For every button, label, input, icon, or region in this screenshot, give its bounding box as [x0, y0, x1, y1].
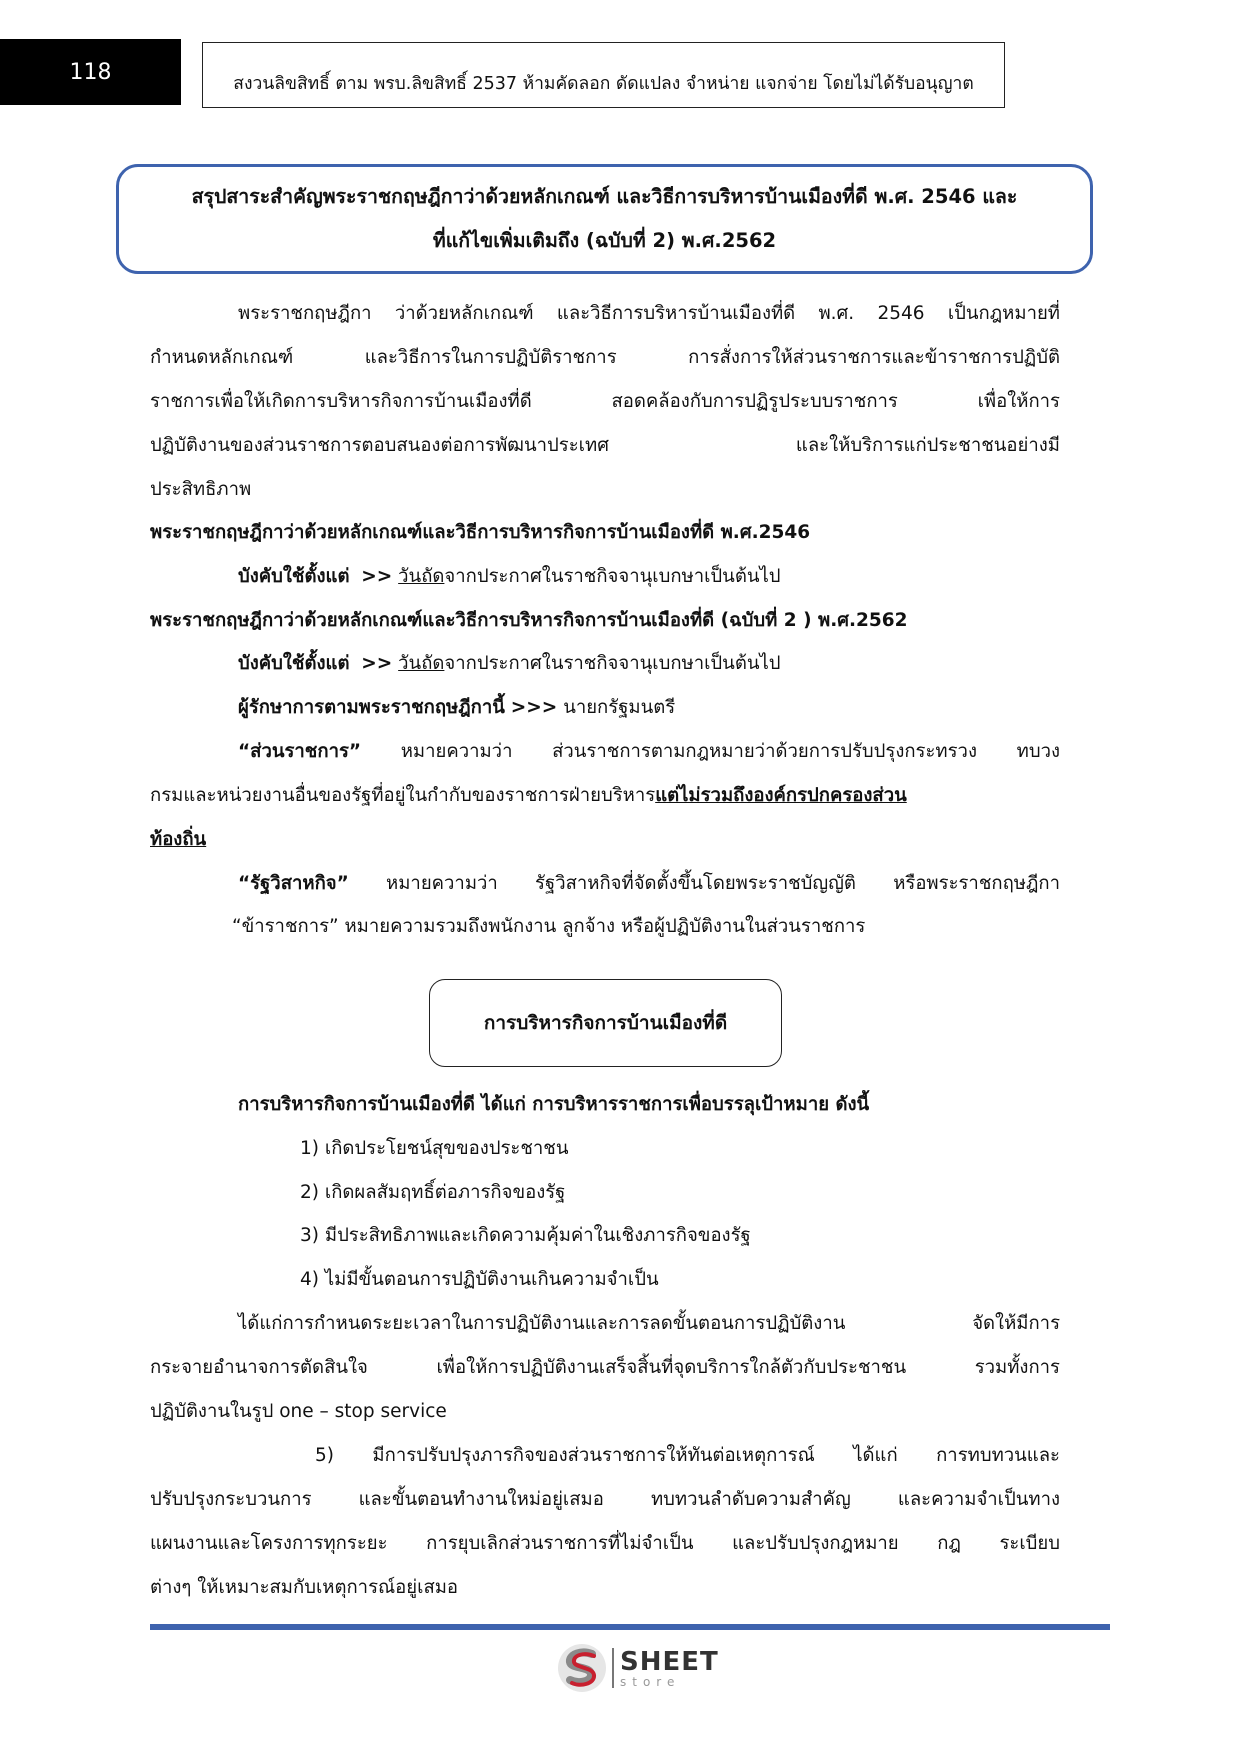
agency-definition-2: กรมและหน่วยงานอื่นของรัฐที่อยู่ในกำกับของราชการฝ่ายบริหาร — [150, 785, 656, 806]
term-soe: “รัฐวิสาหกิจ” — [238, 873, 349, 894]
section-lead: การบริหารกิจการบ้านเมืองที่ดี ได้แก่ การบริหารราชการเพื่อบรรลุเป้าหมาย ดังนี้ — [238, 1094, 870, 1115]
item5-line-2: ปรับปรุงกระบวนการ และขั้นตอนทำงานใหม่อยู่เสมอ ทบทวนลำดับความสำคัญ และความจำเป็นทาง — [150, 1489, 1060, 1510]
soe-definition: หมายความว่า รัฐวิสาหกิจที่จัดตั้งขึ้นโดยพระราชบัญญัติ หรือพระราชกฤษฎีกา — [386, 873, 1060, 894]
intro-line-4: ปฏิบัติงานของส่วนราชการตอบสนองต่อการพัฒนาประเทศ และให้บริการแก่ประชาชนอย่างมี — [150, 435, 1060, 456]
item4-detail-line-2: กระจายอำนาจการตัดสินใจ เพื่อให้การปฏิบัติงานเสร็จสิ้นที่จุดบริการใกล้ตัวกับประชาชน รวมทั้งการ — [150, 1357, 1060, 1378]
intro-line-3: ราชการเพื่อให้เกิดการบริหารกิจการบ้านเมืองที่ดี สอดคล้องกับการปฏิรูประบบราชการ เพื่อให้การ — [150, 391, 1060, 412]
caretaker-arrow: >>> — [510, 697, 558, 718]
term-agency: “ส่วนราชการ” — [238, 741, 362, 762]
copyright-notice — [202, 42, 1005, 108]
effective-rest: จากประกาศในราชกิจจานุเบกษาเป็นต้นไป — [444, 653, 781, 674]
effective-label: บังคับใช้ตั้งแต่ — [238, 653, 350, 674]
decree-2562-heading: พระราชกฤษฎีกาว่าด้วยหลักเกณฑ์และวิธีการบริหารกิจการบ้านเมืองที่ดี (ฉบับที่ 2 ) พ.ศ.2562 — [150, 610, 908, 631]
decree-2546-heading: พระราชกฤษฎีกาว่าด้วยหลักเกณฑ์และวิธีการบริหารกิจการบ้านเมืองที่ดี พ.ศ.2546 — [150, 522, 811, 543]
item4-detail-line-1: ได้แก่การกำหนดระยะเวลาในการปฏิบัติงานและการลดขั้นตอนการปฏิบัติงาน จัดให้มีการ — [238, 1313, 1060, 1334]
footer-rule — [150, 1624, 1110, 1630]
list-item: 4) ไม่มีขั้นตอนการปฏิบัติงานเกินความจำเป็น — [300, 1269, 659, 1290]
caretaker-value: นายกรัฐมนตรี — [563, 697, 676, 718]
intro-line-5: ประสิทธิภาพ — [150, 479, 252, 500]
agency-definition-1: หมายความว่า ส่วนราชการตามกฎหมายว่าด้วยการปรับปรุงกระทรวง ทบวง — [400, 741, 1060, 762]
sheet-store-logo — [556, 1640, 726, 1696]
logo-divider — [612, 1648, 614, 1688]
arrow-marker: >> — [361, 566, 393, 587]
definition-official: “ข้าราชการ” หมายความรวมถึงพนักงาน ลูกจ้าง หรือผู้ปฏิบัติงานในส่วนราชการ — [232, 916, 866, 937]
document-title-box — [116, 164, 1093, 274]
page-number — [0, 39, 181, 105]
effective-label: บังคับใช้ตั้งแต่ — [238, 566, 350, 587]
arrow-marker: >> — [361, 653, 393, 674]
caretaker-label: ผู้รักษาการตามพระราชกฤษฎีกานี้ — [238, 697, 505, 718]
section-title-box — [429, 979, 782, 1067]
logo-text: SHEET — [620, 1646, 719, 1677]
page-number-text: 118 — [69, 59, 112, 85]
list-item: 1) เกิดประโยชน์สุขของประชาชน — [300, 1138, 569, 1159]
definition-soe — [150, 862, 1060, 906]
definition-agency-line-1 — [150, 730, 1060, 774]
decree-2562-effective — [150, 642, 1148, 686]
s-logo-icon — [556, 1642, 608, 1694]
item5-line-3: แผนงานและโครงการทุกระยะ การยุบเลิกส่วนราชการที่ไม่จำเป็น และปรับปรุงกฎหมาย กฎ ระเบียบ — [150, 1533, 1060, 1554]
item5-line-1: 5) มีการปรับปรุงภารกิจของส่วนราชการให้ทันต่อเหตุการณ์ ได้แก่ การทบทวนและ — [315, 1445, 1060, 1466]
effective-rest: จากประกาศในราชกิจจานุเบกษาเป็นต้นไป — [444, 566, 781, 587]
effective-underlined: วันถัด — [398, 653, 445, 674]
intro-line-1: พระราชกฤษฎีกา ว่าด้วยหลักเกณฑ์ และวิธีการบริหารบ้านเมืองที่ดี พ.ศ. 2546 เป็นกฎหมายที่ — [238, 303, 1060, 324]
item5-line-4: ต่างๆ ให้เหมาะสมกับเหตุการณ์อยู่เสมอ — [150, 1577, 459, 1598]
logo-subtext: store — [620, 1674, 681, 1689]
item4-detail-line-3: ปฏิบัติงานในรูป one – stop service — [150, 1401, 447, 1422]
intro-line-2: กำหนดหลักเกณฑ์ และวิธีการในการปฏิบัติราชการ การสั่งการให้ส่วนราชการและข้าราชการปฏิบัติ — [150, 347, 1060, 368]
definition-agency-line-3: ท้องถิ่น — [150, 829, 207, 850]
logo-wordmark — [620, 1646, 719, 1689]
title-line-1: สรุปสาระสำคัญพระราชกฤษฎีกาว่าด้วยหลักเกณฑ์ และวิธีการบริหารบ้านเมืองที่ดี พ.ศ. 2546 และ — [191, 185, 1018, 208]
list-item: 2) เกิดผลสัมฤทธิ์ต่อภารกิจของรัฐ — [300, 1182, 566, 1203]
agency-exclusion: แต่ไม่รวมถึงองค์กรปกครองส่วน — [655, 785, 907, 806]
title-line-2: ที่แก้ไขเพิ่มเติมถึง (ฉบับที่ 2) พ.ศ.2562 — [432, 229, 777, 252]
list-item: 3) มีประสิทธิภาพและเกิดความคุ้มค่าในเชิงภารกิจของรัฐ — [300, 1225, 751, 1246]
decree-2546-effective — [150, 555, 1148, 599]
effective-underlined: วันถัด — [398, 566, 445, 587]
caretaker-line — [150, 686, 1148, 730]
section-title: การบริหารกิจการบ้านเมืองที่ดี — [483, 1012, 728, 1034]
definition-agency-line-2 — [150, 774, 1060, 818]
copyright-text: สงวนลิขสิทธิ์ ตาม พรบ.ลิขสิทธิ์ 2537 ห้ามคัดลอก ดัดแปลง จำหน่าย แจกจ่าย โดยไม่ได้รับอนุญาต — [233, 74, 974, 94]
